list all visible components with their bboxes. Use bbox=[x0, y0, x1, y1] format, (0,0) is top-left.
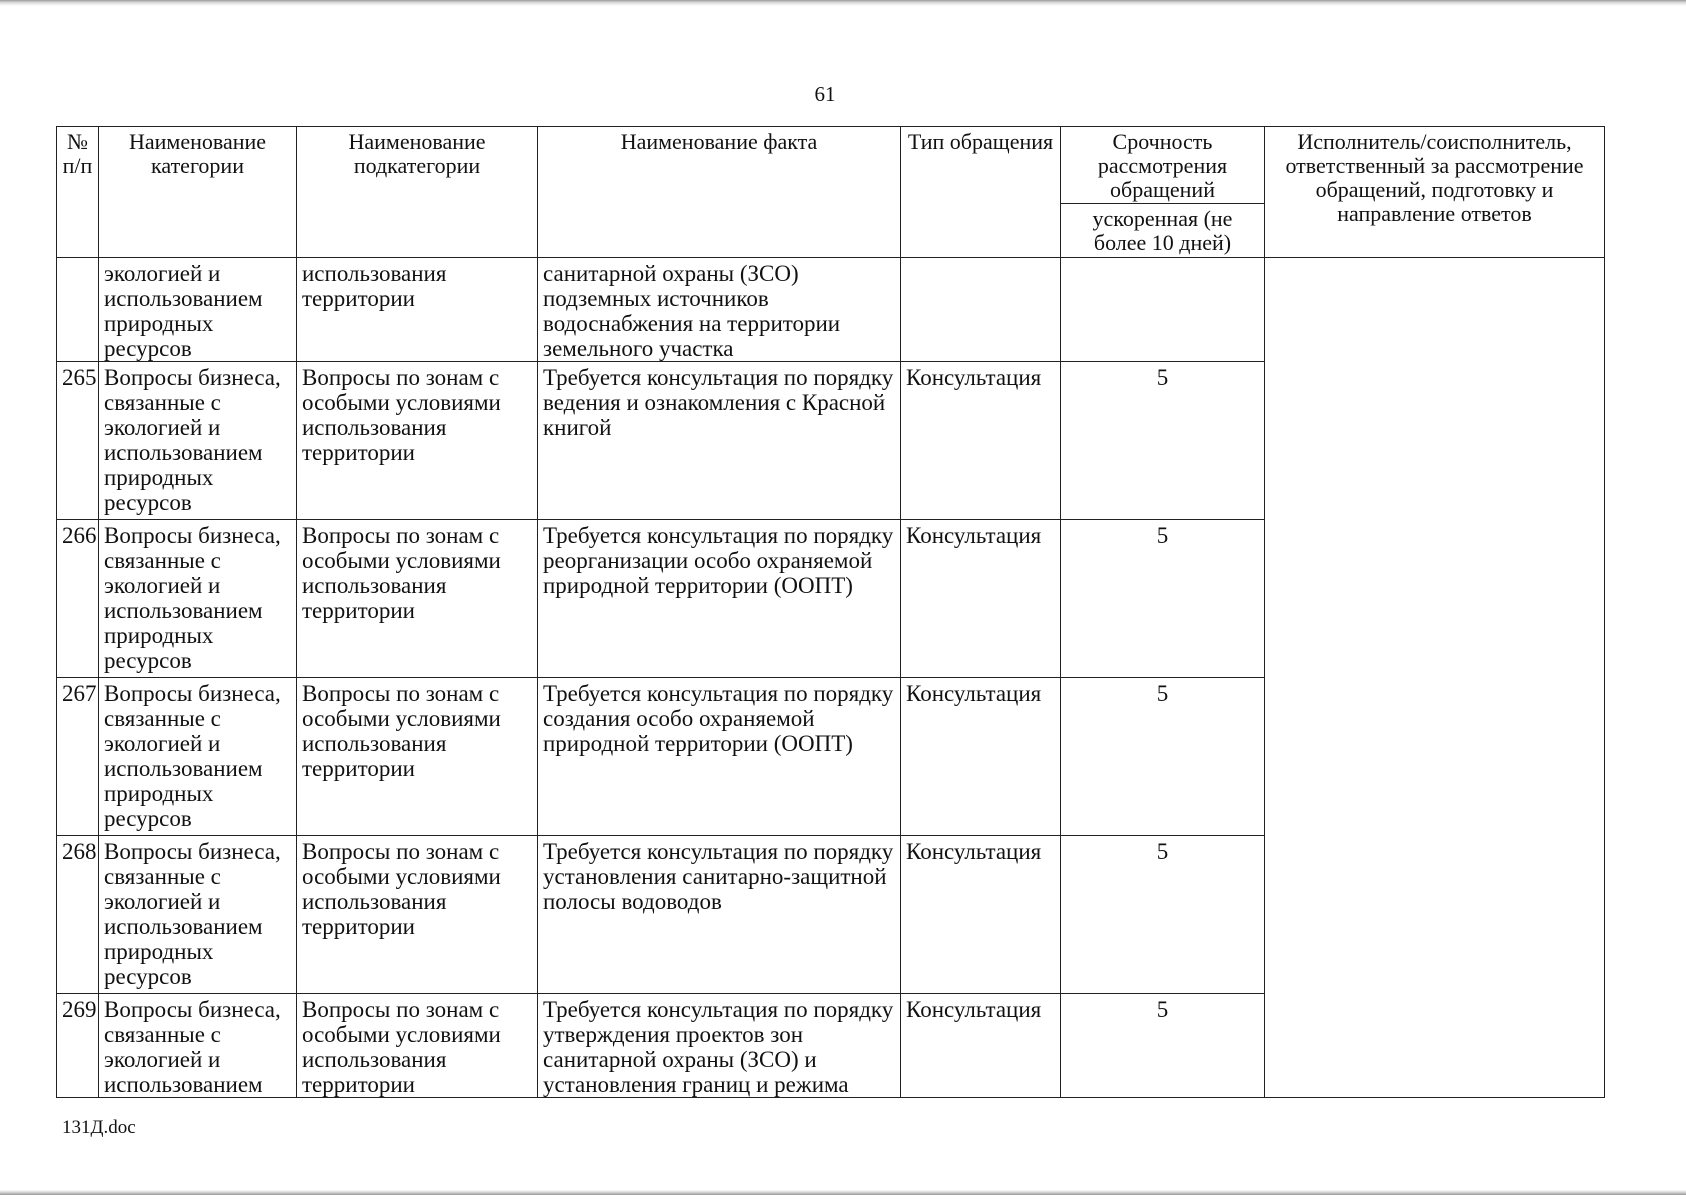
cell-num bbox=[57, 258, 99, 362]
table-row-continuation bbox=[57, 258, 1605, 362]
header-num: № п/п bbox=[57, 127, 99, 258]
cell-num: 268 bbox=[57, 836, 99, 994]
cell-fact: санитарной охраны (ЗСО) подземных источников водоснабжения на территории земельного участка bbox=[538, 258, 901, 362]
cell-type: Консультация bbox=[901, 836, 1061, 994]
cell-fact: Требуется консультация по порядку утверждения проектов зон санитарной охраны (ЗСО) и установления границ и режима bbox=[538, 994, 901, 1098]
cell-category: Вопросы бизнеса, связанные с экологией и использованием природных ресурсов bbox=[99, 678, 297, 836]
scan-edge-top bbox=[0, 0, 1686, 6]
cell-category: экологией и использованием природных ресурсов bbox=[99, 258, 297, 362]
cell-subcategory: Вопросы по зонам с особыми условиями использования территории bbox=[297, 994, 538, 1098]
header-executor: Исполнитель/соисполнитель, ответственный за рассмотрение обращений, подготовку и направление ответов bbox=[1265, 127, 1605, 258]
cell-type: Консультация bbox=[901, 678, 1061, 836]
cell-category: Вопросы бизнеса, связанные с экологией и использованием bbox=[99, 994, 297, 1098]
cell-subcategory: Вопросы по зонам с особыми условиями использования территории bbox=[297, 678, 538, 836]
header-row bbox=[57, 127, 1605, 204]
cell-category: Вопросы бизнеса, связанные с экологией и использованием природных ресурсов bbox=[99, 520, 297, 678]
page-number: 61 bbox=[814, 82, 836, 106]
footer-filename: 131Д.doc bbox=[62, 1117, 136, 1138]
header-fact: Наименование факта bbox=[538, 127, 901, 258]
header-subcategory: Наименование подкатегории bbox=[297, 127, 538, 258]
cell-type bbox=[901, 258, 1061, 362]
cell-urgency: 5 bbox=[1061, 678, 1265, 836]
cell-num: 266 bbox=[57, 520, 99, 678]
cell-subcategory: Вопросы по зонам с особыми условиями использования территории bbox=[297, 836, 538, 994]
cell-category: Вопросы бизнеса, связанные с экологией и использованием природных ресурсов bbox=[99, 362, 297, 520]
cell-urgency: 5 bbox=[1061, 520, 1265, 678]
cell-subcategory: Вопросы по зонам с особыми условиями использования территории bbox=[297, 520, 538, 678]
header-urgency: Срочность рассмотрения обращений bbox=[1061, 127, 1265, 204]
registry-table bbox=[56, 126, 1605, 1098]
cell-fact: Требуется консультация по порядку установления санитарно-защитной полосы водоводов bbox=[538, 836, 901, 994]
cell-type: Консультация bbox=[901, 520, 1061, 678]
cell-executor bbox=[1265, 258, 1605, 1098]
header-category: Наименование категории bbox=[99, 127, 297, 258]
cell-subcategory: использования территории bbox=[297, 258, 538, 362]
cell-category: Вопросы бизнеса, связанные с экологией и использованием природных ресурсов bbox=[99, 836, 297, 994]
cell-fact: Требуется консультация по порядку создания особо охраняемой природной территории (ООПТ) bbox=[538, 678, 901, 836]
cell-fact: Требуется консультация по порядку ведения и ознакомления с Красной книгой bbox=[538, 362, 901, 520]
scan-edge-bottom bbox=[0, 1190, 1686, 1195]
cell-subcategory: Вопросы по зонам с особыми условиями использования территории bbox=[297, 362, 538, 520]
cell-urgency: 5 bbox=[1061, 362, 1265, 520]
cell-type: Консультация bbox=[901, 362, 1061, 520]
cell-urgency bbox=[1061, 258, 1265, 362]
cell-type: Консультация bbox=[901, 994, 1061, 1098]
cell-num: 269 bbox=[57, 994, 99, 1098]
cell-num: 267 bbox=[57, 678, 99, 836]
header-type: Тип обращения bbox=[901, 127, 1061, 258]
cell-urgency: 5 bbox=[1061, 994, 1265, 1098]
header-urgency-sub: ускоренная (не более 10 дней) bbox=[1061, 204, 1265, 258]
cell-fact: Требуется консультация по порядку реорганизации особо охраняемой природной территории (ООПТ) bbox=[538, 520, 901, 678]
cell-urgency: 5 bbox=[1061, 836, 1265, 994]
cell-num: 265 bbox=[57, 362, 99, 520]
